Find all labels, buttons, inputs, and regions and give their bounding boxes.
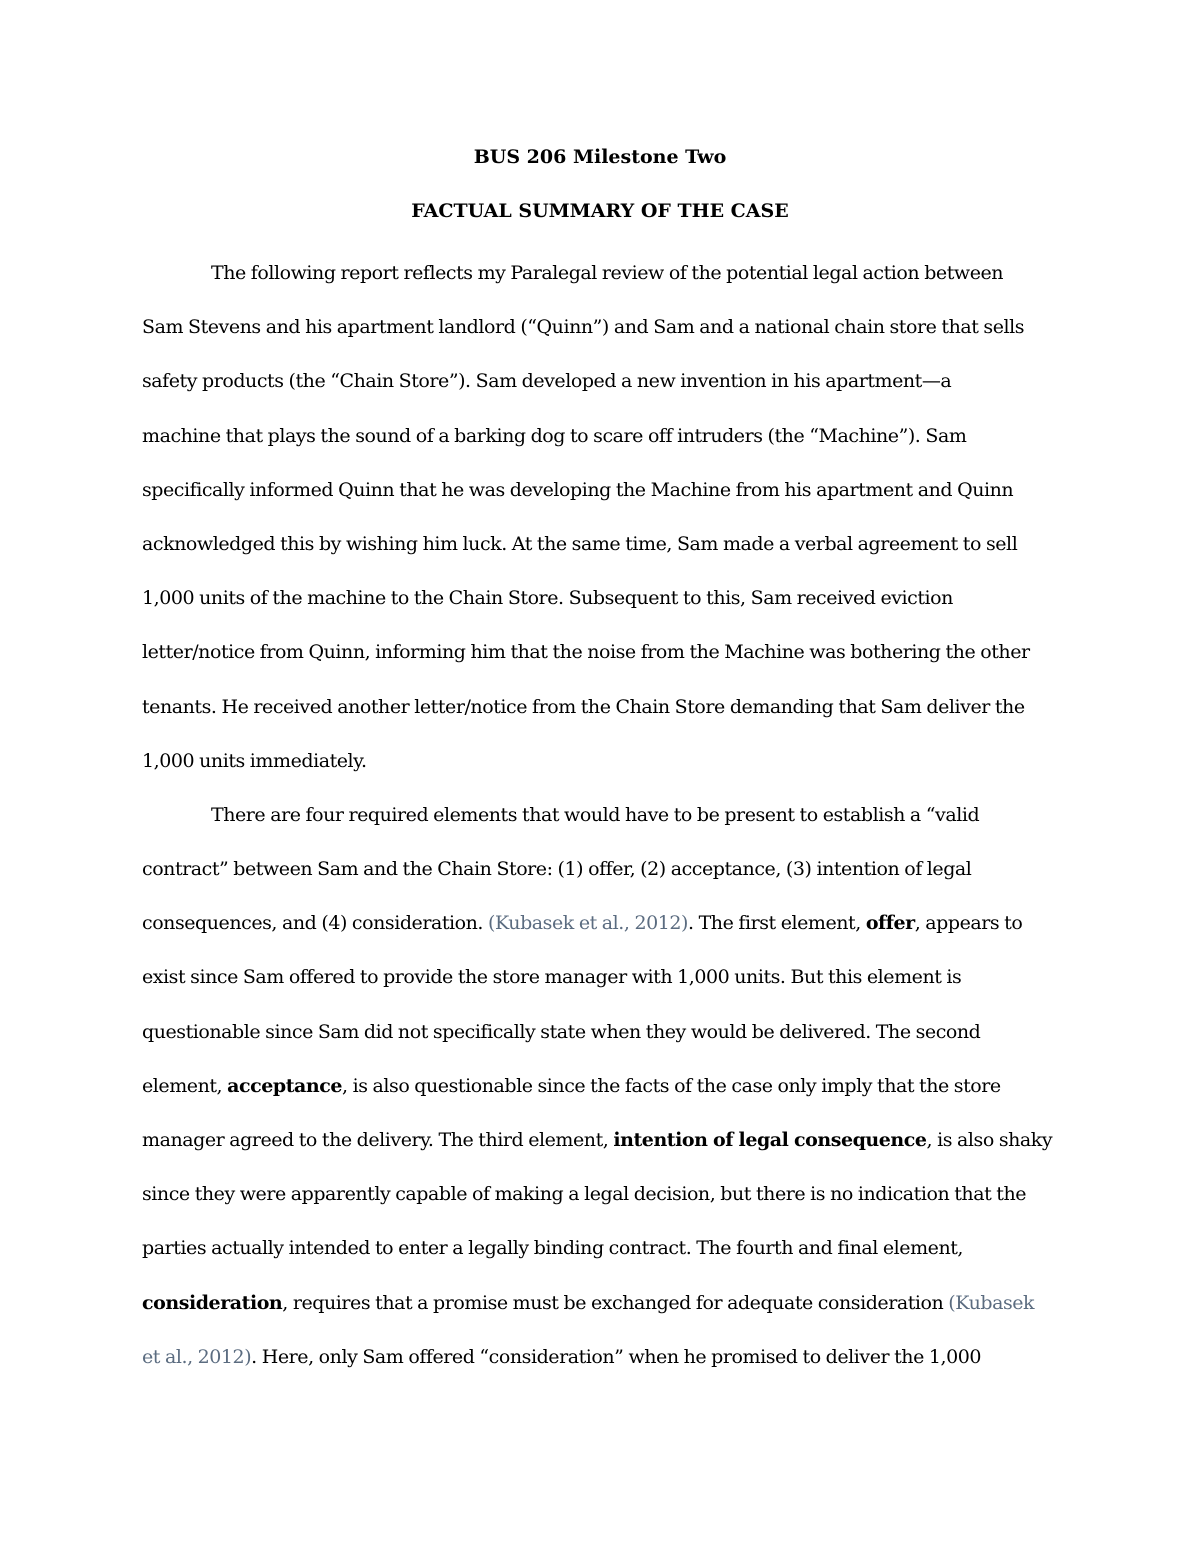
key-term-acceptance: acceptance — [227, 1074, 343, 1097]
citation-link[interactable]: et al., 2012) — [142, 1345, 252, 1368]
text-run: , requires that a promise must be exchanged for adequate consideration — [282, 1291, 949, 1314]
text-run: manager agreed to the delivery. The third element, — [142, 1129, 614, 1151]
paragraph-1-line: machine that plays the sound of a barking dog to scare off intruders (the “Machine”). Sam — [142, 424, 967, 447]
key-term-intention: intention of legal consequence — [613, 1129, 927, 1151]
paragraph-1-line: specifically informed Quinn that he was developing the Machine from his apartment and Quinn — [142, 478, 1014, 501]
paragraph-1-line: 1,000 units immediately. — [142, 749, 367, 772]
text-run: . The first element, — [688, 912, 866, 935]
paragraph-2-line: parties actually intended to enter a legally binding contract. The fourth and final element, — [142, 1237, 964, 1260]
text-run: . Here, only Sam offered “consideration” when he promised to deliver the 1,000 — [251, 1345, 982, 1368]
paragraph-1-line: The following report reflects my Paralegal review of the potential legal action between — [211, 262, 1004, 284]
paragraph-2-line: since they were apparently capable of making a legal decision, but there is no indication that the — [142, 1183, 1027, 1206]
key-term-offer: offer — [865, 912, 915, 935]
text-run: , is also questionable since the facts of the case only imply that the store — [342, 1074, 1001, 1097]
citation-link[interactable]: (Kubasek — [948, 1291, 1035, 1314]
paragraph-1-line: letter/notice from Quinn, informing him that the noise from the Machine was bothering the other — [142, 641, 1030, 664]
key-term-consideration: consideration — [142, 1291, 283, 1314]
paragraph-2-line: contract” between Sam and the Chain Store: (1) offer, (2) acceptance, (3) intention of legal — [142, 858, 972, 881]
paragraph-2-line: questionable since Sam did not specifically state when they would be delivered. The second — [142, 1020, 981, 1043]
paragraph-2-line — [142, 1113, 1058, 1167]
text-run: element, — [142, 1074, 228, 1097]
paragraph-1-line: acknowledged this by wishing him luck. At the same time, Sam made a verbal agreement to sell — [142, 532, 1018, 555]
citation-link[interactable]: (Kubasek et al., 2012) — [488, 912, 688, 935]
paragraph-1-line: 1,000 units of the machine to the Chain Store. Subsequent to this, Sam received eviction — [142, 587, 953, 610]
document-title: BUS 206 Milestone Two — [473, 146, 727, 168]
paragraph-2-line — [142, 1330, 1058, 1384]
paragraph-1-line: Sam Stevens and his apartment landlord (“Quinn”) and Sam and a national chain store that sells — [142, 316, 1025, 339]
paragraph-2-line: There are four required elements that would have to be present to establish a “valid — [211, 803, 980, 826]
paragraph-2-line — [142, 896, 1058, 950]
paragraph-2-line — [142, 1276, 1058, 1330]
paragraph-2-line: exist since Sam offered to provide the store manager with 1,000 units. But this element is — [142, 966, 962, 989]
text-run: , is also shaky — [926, 1129, 1053, 1151]
section-heading: FACTUAL SUMMARY OF THE CASE — [411, 200, 789, 222]
text-run: , appears to — [914, 912, 1023, 935]
paragraph-2-line — [142, 1059, 1058, 1113]
text-run: consequences, and (4) consideration. — [142, 912, 489, 935]
paragraph-1-line: tenants. He received another letter/notice from the Chain Store demanding that Sam deliver the — [142, 695, 1025, 718]
paragraph-1-line: safety products (the “Chain Store”). Sam developed a new invention in his apartment—a — [142, 370, 952, 393]
document-body — [142, 246, 1058, 1384]
